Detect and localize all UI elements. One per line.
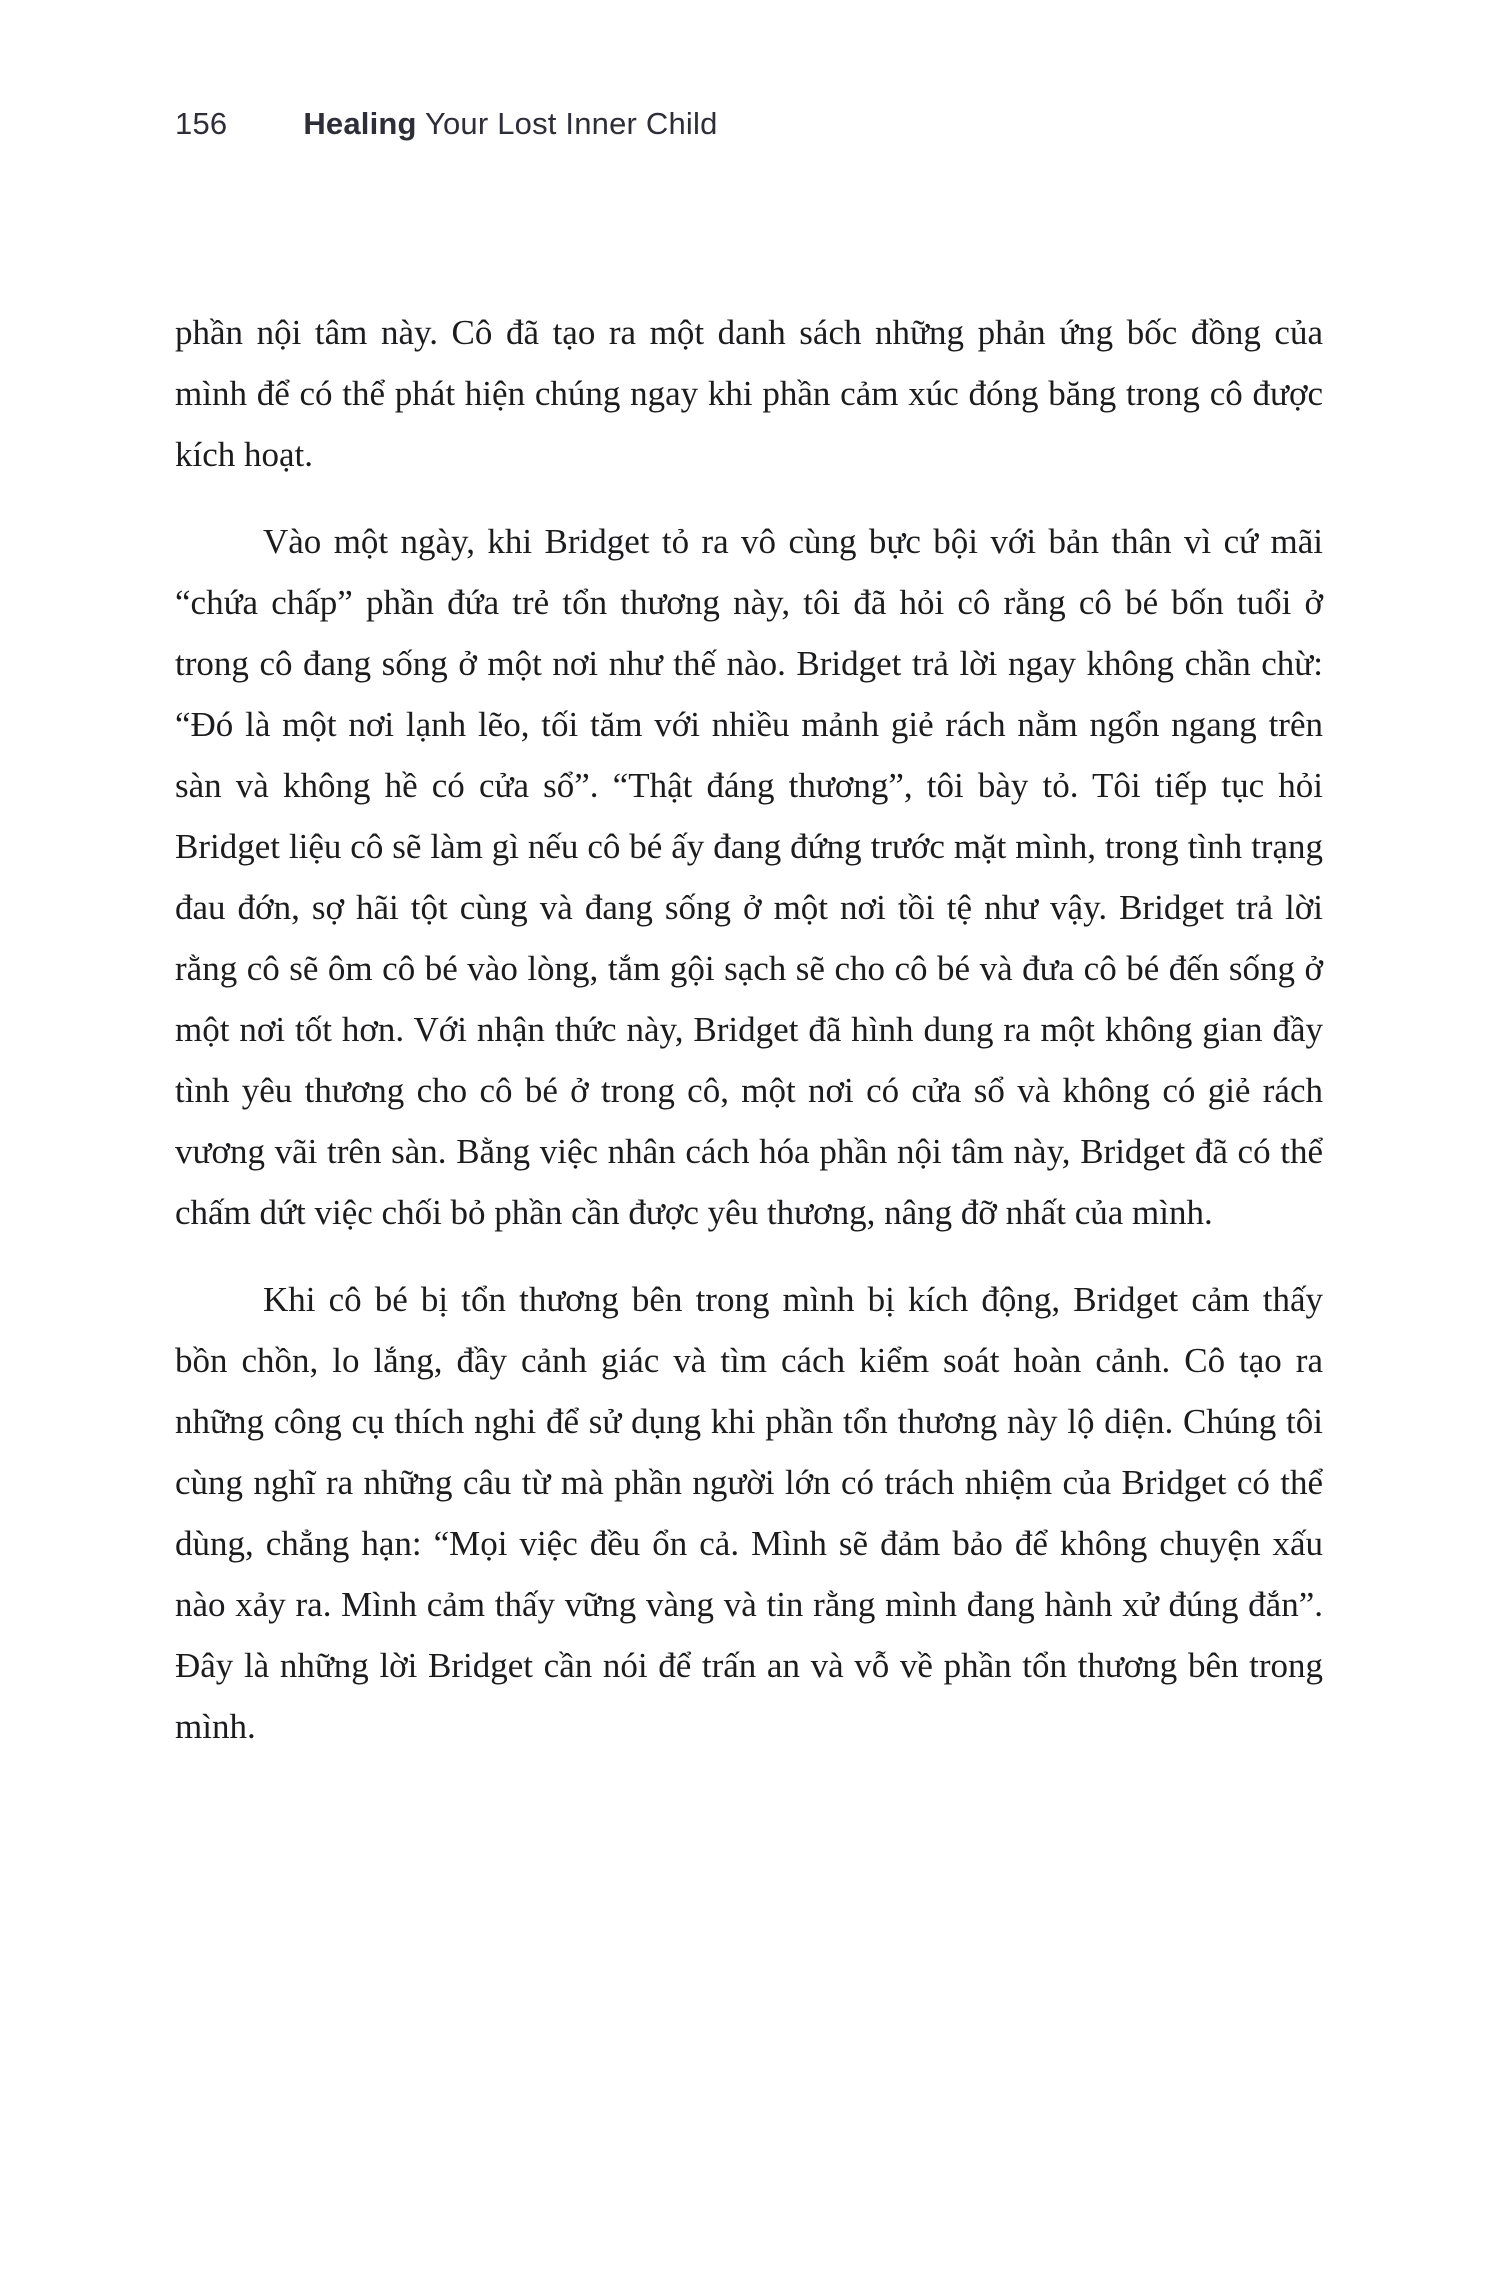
paragraph-1: phần nội tâm này. Cô đã tạo ra một danh sách những phản ứng bốc đồng của mình để có thể phát hiện chúng ngay khi phần cảm xúc đóng băng trong cô được kích hoạt. (175, 313, 1323, 474)
page-number: 156 (175, 106, 228, 141)
running-header (175, 106, 718, 142)
paragraph-3: Khi cô bé bị tổn thương bên trong mình bị kích động, Bridget cảm thấy bồn chồn, lo lắng, đầy cảnh giác và tìm cách kiểm soát hoàn cảnh. Cô tạo ra những công cụ thích nghi để sử dụng khi phần tổn thương này lộ diện. Chúng tôi cùng nghĩ ra những câu từ mà phần người lớn có trách nhiệm của Bridget có thể dùng, chẳng hạn: “Mọi việc đều ổn cả. Mình sẽ đảm bảo để không chuyện xấu nào xảy ra. Mình cảm thấy vững vàng và tin rằng mình đang hành xử đúng đắn”. Đây là những lời Bridget cần nói để trấn an và vỗ về phần tổn thương bên trong mình. (175, 1280, 1323, 1746)
paragraph-2: Vào một ngày, khi Bridget tỏ ra vô cùng bực bội với bản thân vì cứ mãi “chứa chấp” phần đứa trẻ tổn thương này, tôi đã hỏi cô rằng cô bé bốn tuổi ở trong cô đang sống ở một nơi như thế nào. Bridget trả lời ngay không chần chừ: “Đó là một nơi lạnh lẽo, tối tăm với nhiều mảnh giẻ rách nằm ngổn ngang trên sàn và không hề có cửa sổ”. “Thật đáng thương”, tôi bày tỏ. Tôi tiếp tục hỏi Bridget liệu cô sẽ làm gì nếu cô bé ấy đang đứng trước mặt mình, trong tình trạng đau đớn, sợ hãi tột cùng và đang sống ở một nơi tồi tệ như vậy. Bridget trả lời rằng cô sẽ ôm cô bé vào lòng, tắm gội sạch sẽ cho cô bé và đưa cô bé đến sống ở một nơi tốt hơn. Với nhận thức này, Bridget đã hình dung ra một không gian đầy tình yêu thương cho cô bé ở trong cô, một nơi có cửa sổ và không có giẻ rách vương vãi trên sàn. Bằng việc nhân cách hóa phần nội tâm này, Bridget đã có thể chấm dứt việc chối bỏ phần cần được yêu thương, nâng đỡ nhất của mình. (175, 522, 1323, 1232)
body-text (175, 302, 1323, 1783)
running-title-rest: Your Lost Inner Child (416, 106, 718, 141)
running-title (303, 106, 717, 142)
running-title-bold: Healing (303, 106, 417, 141)
